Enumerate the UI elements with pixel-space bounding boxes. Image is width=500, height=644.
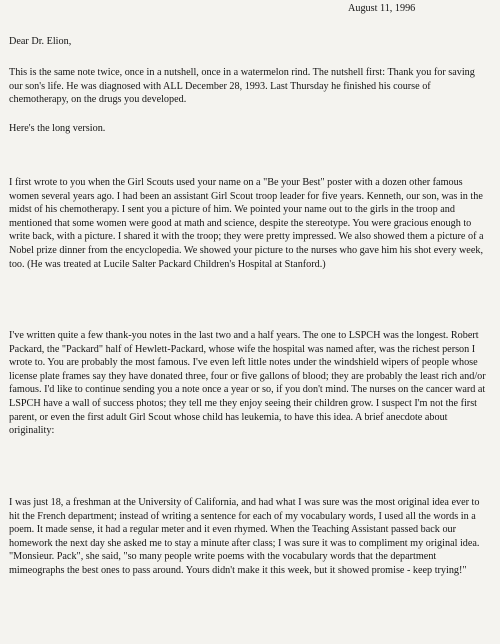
paragraph-thank-you-notes: I've written quite a few thank-you notes in the last two and a half years. The one to LSPCH was the longest. Robert Packard, the "Packard" half of Hewlett-Packard, whose wife the hospital was named after, was the richest person I wrote to. You are probably the most famous. I've even left little notes under the windshield wipers of people whose license plate frames say they have donated three, four or five gallons of blood; they are probably the least rich and/or famous. I'd like to continue sending you a note once a year or so, if you don't mind. The nurses on the cancer ward at LSPCH have a wall of success photos; they tell me they enjoy seeing their children grow. I suspect I'm not the first parent, or even the first adult Girl Scout whose child has leukemia, to have this idea. A brief anecdote about originality:	[9, 330, 486, 437]
paragraph-long-version-intro: Here's the long version.	[9, 123, 106, 134]
salutation: Dear Dr. Elion,	[9, 36, 72, 47]
paragraph-originality-anecdote: I was just 18, a freshman at the University of California, and had what I was sure was the most original idea ever to hit the French department; instead of writing a sentence for each of my vocabulary words, I used all the words in a poem. It made sense, it had a regular meter and it even rhymed. When the Teaching Assistant passed back our homework the next day she asked me to stay a minute after class; I was sure it was to compliment my original idea. "Monsieur. Pack", she said, "so many people write poems with the vocabulary words that the department mimeographs the best ones to pass around. Yours didn't make it this week, but it showed promise - keep trying!"	[9, 497, 480, 576]
letter-date: August 11, 1996	[348, 3, 416, 14]
paragraph-nutshell: This is the same note twice, once in a nutshell, once in a watermelon rind. The nutshell first: Thank you for saving our son's life. He was diagnosed with ALL December 28, 1993. Last Thursday he finished his course of chemotherapy, on the drugs you developed.	[9, 67, 475, 106]
paragraph-girl-scouts: I first wrote to you when the Girl Scouts used your name on a "Be your Best" poster with a dozen other famous women several years ago. I had been an assistant Girl Scout troop leader for five years. Kenneth, our son, was in the midst of his chemotherapy. I sent you a picture of him. We pointed your name out to the girls in the troop and mentioned that some women were good at math and science, despite the stereotype. You were gracious enough to write back, with a picture. I shared it with the troop; they were pretty impressed. We also showed them a picture of a Nobel prize dinner from the encyclopedia. We showed your picture to the nurses who gave him his shot every week, too. (He was treated at Lucile Salter Packard Children's Hospital at Stanford.)	[9, 177, 484, 270]
